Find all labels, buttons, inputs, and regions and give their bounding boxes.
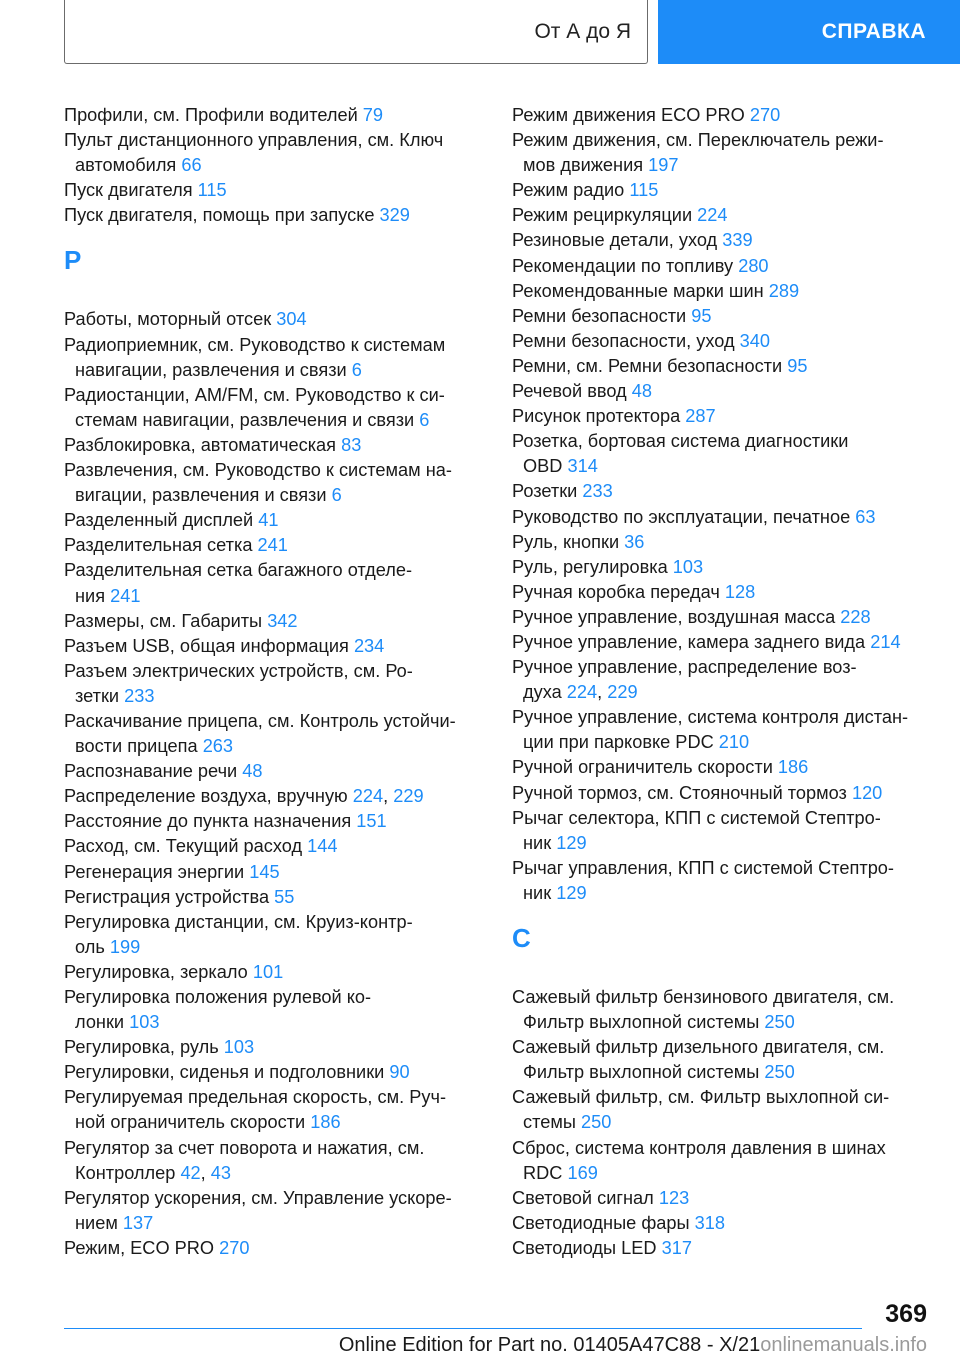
index-entry — [512, 755, 932, 780]
index-entry-text: лонки — [75, 1012, 125, 1033]
index-entry-text: Рекомендованные марки шин — [512, 280, 764, 301]
index-entry — [64, 433, 484, 458]
index-entry — [64, 458, 484, 508]
page-reference-link[interactable]: 241 — [257, 535, 288, 556]
page-reference-link[interactable]: 169 — [567, 1162, 598, 1183]
page-reference-link[interactable]: 342 — [267, 610, 298, 631]
index-entry-text: Рисунок протектора — [512, 406, 681, 427]
index-entry — [64, 609, 484, 634]
page-reference-link[interactable]: 120 — [851, 782, 883, 803]
index-entry — [512, 304, 932, 329]
index-entry-text: Ручное управление, воздушная масса — [512, 606, 836, 627]
index-entry-text: Рычаг селектора, КПП с системой Стептро- — [512, 807, 881, 828]
page-number: 369 — [885, 1300, 927, 1328]
index-entry-text: Разблокировка, автоматическая — [64, 434, 337, 455]
index-entry-text: Сажевый фильтр, см. Фильтр выхлопной си- — [512, 1087, 890, 1108]
page-reference-link[interactable]: 36 — [624, 531, 645, 552]
index-entry-text: Раскачивание прицепа, см. Контроль устойчи- — [64, 710, 456, 731]
index-entry: Ручное управление, распределение воз- духа 224, 229 — [512, 657, 857, 703]
index-entry-text: Развлечения, см. Руководство к системам на- — [64, 460, 452, 481]
page-reference-link[interactable]: 129 — [556, 832, 587, 853]
page-reference-link[interactable]: 250 — [764, 1062, 795, 1083]
index-entry-text: мов движения — [523, 155, 644, 176]
page-reference-link[interactable]: 48 — [242, 761, 263, 782]
index-entry-text: Регулятор ускорения, см. Управление ускоре- — [64, 1187, 452, 1208]
page-reference-link[interactable]: 103 — [672, 556, 704, 577]
index-entry — [512, 1136, 932, 1186]
index-entry-text: Размеры, см. Габариты — [64, 610, 263, 631]
page-reference-link[interactable]: 241 — [110, 585, 141, 606]
index-entry-text: нием — [75, 1212, 118, 1233]
index-entry — [64, 178, 484, 203]
page-reference-link[interactable]: 103 — [223, 1037, 255, 1058]
index-entry-text: ции при парковке PDC — [523, 732, 714, 753]
index-entry-text: Распознавание речи — [64, 761, 238, 782]
index-entry — [64, 383, 484, 433]
index-entry — [512, 505, 932, 530]
index-entry-text: Сажевый фильтр дизельного двигателя, см. — [512, 1037, 885, 1058]
index-entry-text: Регулировки, сиденья и подголовники — [64, 1062, 385, 1083]
page-reference-link[interactable]: 186 — [777, 757, 809, 778]
page-reference-link[interactable]: 186 — [310, 1112, 341, 1133]
index-entry-text: Пуск двигателя, помощь при запуске — [64, 205, 375, 226]
tab-help[interactable] — [658, 0, 960, 64]
index-entry — [64, 1060, 484, 1085]
page-reference-link[interactable]: 42 — [180, 1162, 201, 1183]
page-reference-link[interactable]: 224 — [352, 786, 384, 807]
page-reference-link[interactable]: 210 — [718, 732, 750, 753]
index-entry-text: Ручное управление, система контроля дистан- — [512, 707, 909, 728]
index-entry-text: вости прицепа — [75, 736, 198, 757]
index-entry-text: Руководство по эксплуатации, печатное — [512, 506, 851, 527]
page-reference-link[interactable]: 234 — [353, 635, 385, 656]
page-reference-link[interactable]: 233 — [124, 685, 155, 706]
index-entry-text: Регулируемая предельная скорость, см. Руч- — [64, 1087, 446, 1108]
page-reference-link[interactable]: 250 — [580, 1112, 612, 1133]
page-reference-link[interactable]: 339 — [722, 230, 753, 251]
index-entry-text: Фильтр выхлопной системы — [523, 1062, 760, 1083]
index-entry-text: Режим рециркуляции — [512, 205, 693, 226]
page-reference-link[interactable]: 224 — [566, 682, 598, 703]
index-entry — [64, 885, 484, 910]
page-reference-link[interactable]: 289 — [768, 280, 800, 301]
page-reference-link[interactable]: 229 — [607, 682, 638, 703]
page-reference-link[interactable]: 43 — [210, 1162, 232, 1183]
index-entry-text: Расход, см. Текущий расход — [64, 836, 303, 857]
page-reference-link[interactable]: 228 — [840, 606, 871, 627]
index-entry — [512, 203, 932, 228]
index-entry-text: ния — [75, 585, 106, 606]
index-entry — [64, 533, 484, 558]
index-entry — [512, 404, 932, 429]
index-entry — [512, 128, 932, 178]
index-entry — [512, 1186, 932, 1211]
index-entry-text: ник — [523, 882, 552, 903]
index-entry — [512, 1085, 932, 1135]
index-entry-text: Разъем электрических устройств, см. Ро- — [64, 660, 413, 681]
index-entry — [64, 1035, 484, 1060]
index-entry-text: Режим, ECO PRO — [64, 1237, 215, 1258]
index-entry: Распределение воздуха, вручную 224, 229 — [64, 786, 424, 807]
index-entry — [512, 705, 932, 755]
index-entry-text: Ремни, см. Ремни безопасности — [512, 355, 783, 376]
footer-watermark: onlinemanuals.info — [760, 1334, 927, 1356]
index-entry — [64, 508, 484, 533]
index-entry-text: Работы, моторный отсек — [64, 309, 272, 330]
index-entry-text: Розетки — [512, 481, 578, 502]
index-entry-text: Регулятор за счет поворота и нажатия, см. — [64, 1137, 425, 1158]
page-reference-link[interactable]: 48 — [631, 381, 652, 402]
tab-a-to-z[interactable] — [64, 0, 648, 64]
index-entry-text: Радиостанции, AM/FM, см. Руководство к си- — [64, 384, 445, 405]
index-entry — [512, 279, 932, 304]
index-entry-text: Разделительная сетка багажного отделе- — [64, 560, 413, 581]
page-reference-link[interactable]: 250 — [764, 1012, 795, 1033]
index-entry-text: Пульт дистанционного управления, см. Ключ — [64, 130, 444, 151]
page-reference-link[interactable]: 304 — [276, 309, 307, 330]
page-reference-link[interactable]: 6 — [331, 485, 342, 506]
index-entry-text: ной ограничитель скорости — [75, 1112, 306, 1133]
index-entry-text: Сажевый фильтр бензинового двигателя, см. — [512, 987, 895, 1007]
index-entry-text: Руль, кнопки — [512, 531, 620, 552]
index-entry-text: Режим радио — [512, 180, 625, 201]
index-entry — [64, 1186, 484, 1236]
index-entry — [512, 605, 932, 630]
page-reference-link[interactable]: 55 — [274, 886, 295, 907]
page-reference-link[interactable]: 103 — [129, 1012, 160, 1033]
page-reference-link[interactable]: 6 — [351, 359, 362, 380]
index-entry — [64, 307, 484, 332]
index-entry — [512, 429, 932, 479]
index-entry-text: Сброс, система контроля давления в шинах — [512, 1137, 886, 1158]
page-reference-link[interactable]: 280 — [738, 255, 769, 276]
page-reference-link[interactable]: 129 — [556, 882, 587, 903]
page-reference-link[interactable]: 287 — [685, 406, 716, 427]
page-reference-link[interactable]: 329 — [379, 205, 410, 226]
index-entry — [64, 985, 484, 1035]
index-entry — [64, 834, 484, 859]
index-entry-text: Регенерация энергии — [64, 861, 245, 882]
index-entry — [512, 379, 932, 404]
index-entry — [64, 709, 484, 759]
index-entry-text: Светодиоды LED — [512, 1237, 657, 1258]
index-entry-text: Руль, регулировка — [512, 556, 668, 577]
index-entry-text: Ремни безопасности, уход — [512, 330, 735, 351]
index-entry: Регулятор за счет поворота и нажатия, см. Контроллер 42, 43 — [64, 1137, 425, 1183]
index-entry-text: вигации, развлечения и связи — [75, 485, 327, 506]
page-reference-link[interactable]: 95 — [691, 305, 712, 326]
index-entry-text: Регулировка, руль — [64, 1037, 219, 1058]
index-entry-text: Разделенный дисплей — [64, 510, 254, 531]
index-entry-text: Ручное управление, распределение воз- — [512, 657, 857, 678]
tab-help-label: СПРАВКА — [821, 20, 926, 43]
index-section-letter: С — [512, 923, 531, 953]
index-entry — [64, 103, 484, 128]
index-entry — [64, 634, 484, 659]
page-reference-link[interactable]: 197 — [648, 155, 679, 176]
index-entry-text: Ручной ограничитель скорости — [512, 757, 773, 778]
index-entry-text: Световой сигнал — [512, 1187, 654, 1208]
page-reference-link[interactable]: 233 — [582, 481, 613, 502]
index-entry-text: Регулировка, зеркало — [64, 961, 248, 982]
page-reference-link[interactable]: 115 — [197, 180, 227, 201]
page-reference-link[interactable]: 314 — [567, 456, 598, 477]
index-entry — [512, 580, 932, 605]
index-entry-text: Контроллер — [75, 1162, 176, 1183]
page-reference-link[interactable]: 318 — [694, 1212, 726, 1233]
index-column-right — [512, 103, 932, 1261]
index-entry-text: навигации, развлечения и связи — [75, 359, 347, 380]
page-reference-link[interactable]: 6 — [419, 409, 430, 430]
page-reference-link[interactable]: 128 — [724, 581, 756, 602]
page-reference-link[interactable]: 123 — [658, 1187, 690, 1208]
index-entry-text: Фильтр выхлопной системы — [523, 1012, 760, 1033]
index-entry-text: Розетка, бортовая система диагностики — [512, 431, 849, 452]
index-entry-text: Расстояние до пункта назначения — [64, 811, 352, 832]
index-entry — [512, 806, 932, 856]
index-entry-text: Пуск двигателя — [64, 180, 193, 201]
page-reference-link[interactable]: 137 — [122, 1212, 154, 1233]
index-entry — [512, 479, 932, 504]
index-entry — [64, 128, 484, 178]
index-section-letter: Р — [64, 245, 82, 276]
index-entry — [64, 1085, 484, 1135]
index-entry — [512, 1035, 932, 1085]
index-entry — [512, 985, 932, 1035]
index-entry — [512, 329, 932, 354]
index-entry — [512, 1211, 932, 1236]
index-entry-text: автомобиля — [75, 155, 177, 176]
index-entry-text: Режим движения ECO PRO — [512, 105, 745, 125]
index-entry-text: Режим движения, см. Переключатель режи- — [512, 130, 884, 151]
index-entry — [512, 1236, 932, 1261]
index-entry-text: Радиоприемник, см. Руководство к системам — [64, 334, 446, 355]
page-reference-link[interactable]: 270 — [219, 1237, 250, 1258]
index-entry-text: ник — [523, 832, 552, 853]
index-entry-text: Распределение воздуха, вручную — [64, 786, 348, 807]
index-entry-text: Профили, см. Профили водителей — [64, 105, 358, 125]
index-entry — [512, 103, 932, 128]
index-entry — [64, 203, 484, 228]
index-entry — [512, 630, 932, 655]
page-reference-link[interactable]: 340 — [739, 330, 771, 351]
index-entry — [512, 530, 932, 555]
index-entry-text: Ручная коробка передач — [512, 581, 720, 602]
page-reference-link[interactable]: 224 — [697, 205, 728, 226]
page-reference-link[interactable]: 95 — [787, 355, 808, 376]
index-entry-text: Регулировка положения рулевой ко- — [64, 987, 372, 1007]
index-entry-text: стемы — [523, 1112, 576, 1133]
index-entry-text: Регистрация устройства — [64, 886, 270, 907]
page-reference-link[interactable]: 115 — [629, 180, 659, 201]
index-entry-text: Светодиодные фары — [512, 1212, 690, 1233]
index-entry — [64, 333, 484, 383]
index-entry — [64, 558, 484, 608]
index-entry-text: Разделительная сетка — [64, 535, 253, 556]
page-reference-link[interactable]: 90 — [389, 1062, 410, 1083]
page-reference-link[interactable]: 270 — [749, 105, 781, 125]
page-reference-link[interactable]: 317 — [661, 1237, 692, 1258]
index-entry-text: стемам навигации, развлечения и связи — [75, 409, 415, 430]
index-entry-text: OBD — [523, 456, 563, 477]
index-entry-text: Резиновые детали, уход — [512, 230, 718, 251]
index-entry-text: Ручное управление, камера заднего вида — [512, 631, 866, 652]
index-entry — [512, 254, 932, 279]
index-entry-text: духа — [523, 682, 562, 703]
index-entry — [512, 856, 932, 906]
page-reference-link[interactable]: 144 — [307, 836, 338, 857]
index-entry-text: Ручной тормоз, см. Стояночный тормоз — [512, 782, 847, 803]
index-column-left — [64, 103, 484, 1261]
page-reference-link[interactable]: 79 — [362, 105, 384, 125]
index-entry-text: RDC — [523, 1162, 563, 1183]
page-reference-link[interactable]: 229 — [393, 786, 424, 807]
index-entry — [64, 860, 484, 885]
index-entry — [64, 659, 484, 709]
index-entry — [64, 809, 484, 834]
index-entry — [64, 759, 484, 784]
footer-edition: Online Edition for Part no. 01405A47C88 - X/21 — [338, 1334, 761, 1356]
page-reference-link[interactable]: 41 — [258, 510, 279, 531]
page-reference-link[interactable]: 101 — [252, 961, 284, 982]
index-entry — [64, 910, 484, 960]
index-entry — [512, 228, 932, 253]
index-entry — [512, 354, 932, 379]
tab-a-to-z-label: От А до Я — [534, 19, 631, 43]
index-entry — [512, 555, 932, 580]
index-entry-text: зетки — [75, 685, 120, 706]
index-entry-text: Речевой ввод — [512, 381, 627, 402]
page-reference-link[interactable]: 214 — [870, 631, 901, 652]
index-entry-text: Рекомендации по топливу — [512, 255, 734, 276]
page-reference-link[interactable]: 145 — [249, 861, 280, 882]
index-entry-text: Разъем USB, общая информация — [64, 635, 349, 656]
page-reference-link[interactable]: 151 — [356, 811, 387, 832]
index-entry-text: Регулировка дистанции, см. Круиз-контр- — [64, 911, 413, 932]
page-reference-link[interactable]: 199 — [109, 936, 141, 957]
page-reference-link[interactable]: 263 — [202, 736, 234, 757]
index-entry — [512, 178, 932, 203]
index-entry — [512, 781, 932, 806]
index-entry-text: Ремни безопасности — [512, 305, 687, 326]
page-reference-link[interactable]: 66 — [181, 155, 202, 176]
page-reference-link[interactable]: 63 — [855, 506, 876, 527]
footer-divider — [64, 1328, 862, 1329]
footer — [339, 1334, 927, 1357]
page-reference-link[interactable]: 83 — [341, 434, 362, 455]
index-entry — [64, 960, 484, 985]
index-entry — [64, 1236, 484, 1261]
index-entry-text: Рычаг управления, КПП с системой Стептро- — [512, 857, 894, 878]
index-entry-text: оль — [75, 936, 105, 957]
